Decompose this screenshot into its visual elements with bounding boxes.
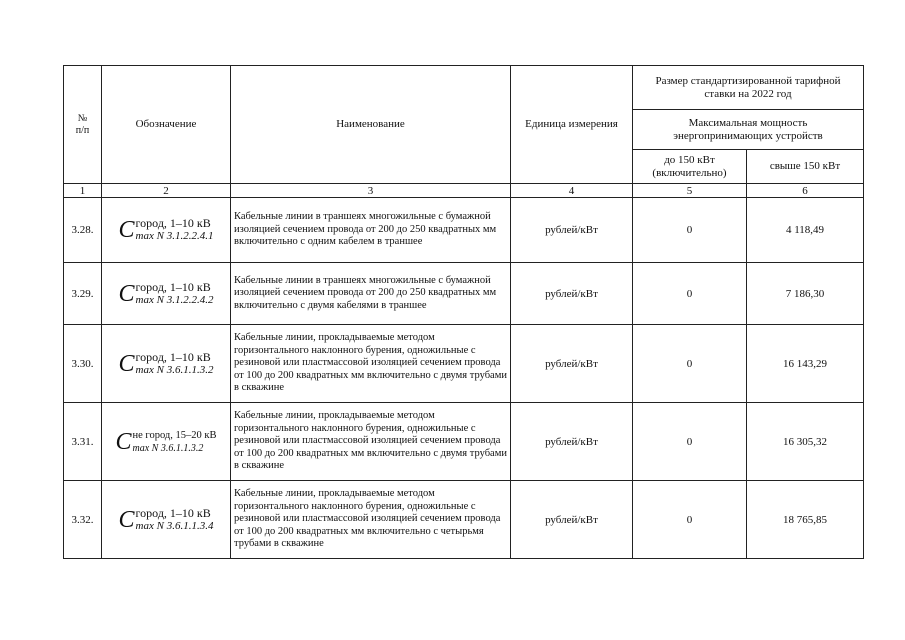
symbol-superscript: не город, 15–20 кВ [132,429,217,441]
symbol-letter: C [118,350,135,377]
index-cell: 3 [231,184,511,198]
header-num: № п/п [64,66,102,184]
index-cell: 4 [511,184,633,198]
row-unit: рублей/кВт [511,263,633,325]
header-name: Наименование [231,66,511,184]
table-row [64,198,864,263]
row-value-above: 7 186,30 [747,263,864,325]
tariff-symbol [119,507,214,533]
row-number: 3.32. [64,481,102,559]
row-unit: рублей/кВт [511,198,633,263]
index-cell: 2 [102,184,231,198]
symbol-superscript: город, 1–10 кВ [135,349,211,364]
symbol-subscript: max N 3.6.1.1.3.2 [135,363,214,376]
header-designation: Обозначение [102,66,231,184]
row-name: Кабельные линии в траншеях многожильные с бумажной изоляцией сечением провода от 200 до 250 квадратных мм включительно с одним кабелем в траншее [231,198,511,263]
row-designation [102,481,231,559]
header-rate: Размер стандартизированной тарифной ставки на 2022 год [633,66,864,110]
row-value-upto: 0 [633,325,747,403]
row-value-upto: 0 [633,198,747,263]
symbol-subscript: max N 3.1.2.2.4.2 [135,293,214,306]
tariff-symbol [119,217,214,243]
tariff-table [63,65,864,559]
index-cell: 6 [747,184,864,198]
symbol-letter: C [118,506,135,533]
symbol-superscript: город, 1–10 кВ [135,216,211,230]
table-row [64,263,864,325]
header-unit: Единица измерения [511,66,633,184]
row-name: Кабельные линии, прокладываемые методом горизонтального наклонного бурения, одножильные с резиновой или пластмассовой изоляцией сечением провода от 100 до 200 квадратных мм включительно с двумя трубами в скважине [231,403,511,481]
row-number: 3.29. [64,263,102,325]
table-row [64,403,864,481]
row-designation [102,263,231,325]
row-number: 3.31. [64,403,102,481]
index-cell: 5 [633,184,747,198]
index-row [64,184,864,198]
symbol-letter: C [115,428,132,455]
row-designation [102,325,231,403]
row-unit: рублей/кВт [511,481,633,559]
row-value-upto: 0 [633,403,747,481]
symbol-subscript: max N 3.1.2.2.4.1 [135,230,214,242]
row-value-above: 18 765,85 [747,481,864,559]
header-above: свыше 150 кВт [747,150,864,184]
header-upto: до 150 кВт (включительно) [633,150,747,184]
row-name: Кабельные линии, прокладываемые методом горизонтального наклонного бурения, одножильные с резиновой или пластмассовой изоляцией сечением провода от 100 до 200 квадратных мм включительно с четырьмя трубами в скважине [231,481,511,559]
row-unit: рублей/кВт [511,403,633,481]
row-value-above: 16 305,32 [747,403,864,481]
table-row [64,481,864,559]
row-name: Кабельные линии в траншеях многожильные с бумажной изоляцией сечением провода от 200 до 250 квадратных мм включительно с двумя кабелями в траншее [231,263,511,325]
row-number: 3.28. [64,198,102,263]
tariff-symbol [119,281,214,307]
symbol-subscript: max N 3.6.1.1.3.2 [132,442,204,454]
tariff-symbol [119,351,214,377]
row-designation [102,198,231,263]
row-unit: рублей/кВт [511,325,633,403]
symbol-subscript: max N 3.6.1.1.3.4 [135,519,214,532]
row-designation [102,403,231,481]
symbol-letter: C [118,217,135,243]
row-number: 3.30. [64,325,102,403]
header-power: Максимальная мощность энергопринимающих устройств [633,110,864,150]
index-cell: 1 [64,184,102,198]
symbol-superscript: город, 1–10 кВ [135,279,211,294]
row-value-above: 4 118,49 [747,198,864,263]
table-row [64,325,864,403]
row-value-upto: 0 [633,263,747,325]
tariff-symbol [116,429,217,455]
row-value-upto: 0 [633,481,747,559]
symbol-letter: C [118,280,135,307]
symbol-superscript: город, 1–10 кВ [135,505,211,520]
row-name: Кабельные линии, прокладываемые методом горизонтального наклонного бурения, одножильные с резиновой или пластмассовой изоляцией сечением провода от 100 до 200 квадратных мм включительно с двумя трубами в скважине [231,325,511,403]
row-value-above: 16 143,29 [747,325,864,403]
